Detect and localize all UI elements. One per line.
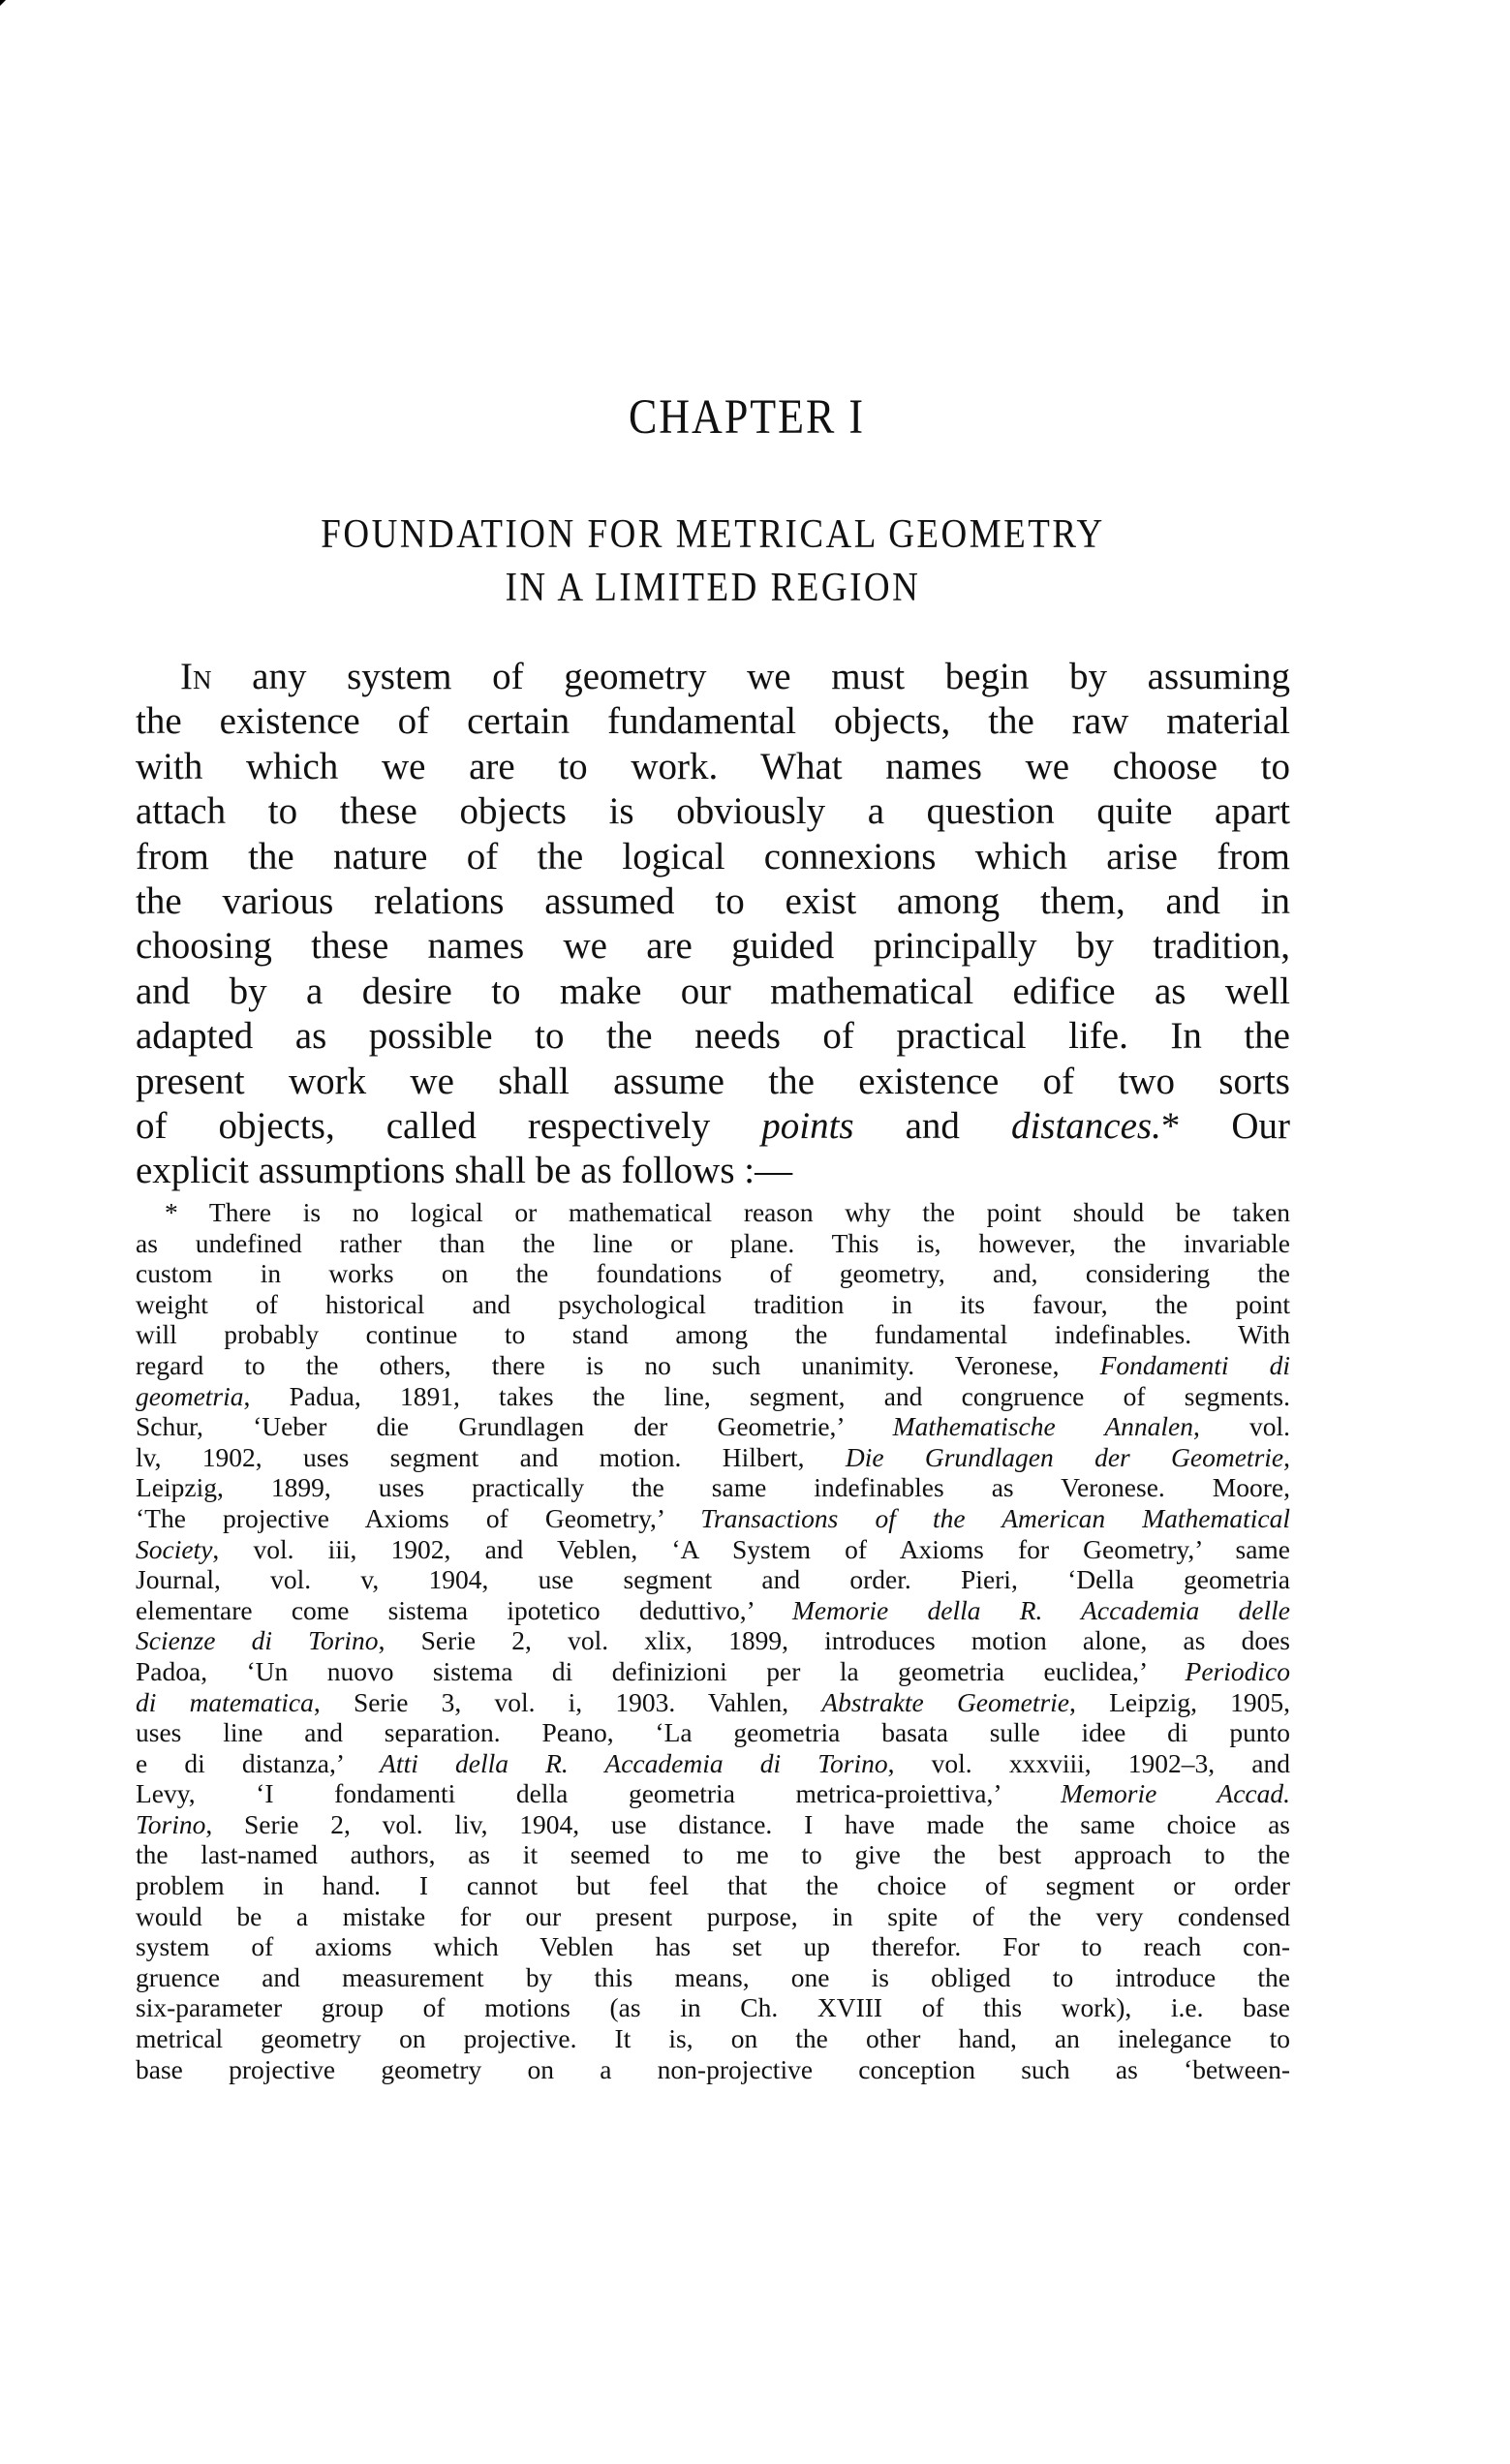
italic-text: Die Grundlagen der Geometrie: [845, 1441, 1284, 1472]
text-run: gruence and measurement by this means, one is obliged to introduce the: [136, 1961, 1290, 1992]
text-run: as undefined rather than the line or plane. This is, however, the invariable: [136, 1227, 1290, 1258]
body-line: [136, 970, 1290, 1014]
text-run: and: [853, 1104, 1011, 1147]
text-run: adapted as possible to the needs of practical life. In the: [136, 1015, 1290, 1058]
body-line: [136, 699, 1290, 744]
text-run: with which we are to work. What names we choose to: [136, 745, 1290, 787]
scan-corner-mark: [0, 0, 6, 6]
footnote-line: [136, 1319, 1290, 1350]
body-line: [136, 1104, 1290, 1149]
footnote-line: [136, 1717, 1290, 1748]
body-line: [136, 1060, 1290, 1104]
italic-text: Abstrakte Geometrie: [821, 1686, 1070, 1717]
chapter-title: [136, 508, 1290, 615]
footnote-line: [136, 1992, 1290, 2023]
text-run: six-parameter group of motions (as in Ch. XVIII of this work), i.e. base: [136, 1992, 1290, 2023]
text-run: regard to the others, there is no such unanimity. Veronese,: [136, 1349, 1100, 1380]
footnote-line: [136, 1962, 1290, 1993]
text-run: Journal, vol. v, 1904, use segment and order. Pieri, ‘Della geometria: [136, 1564, 1290, 1595]
footnote-line: [136, 1931, 1290, 1962]
italic-text: geometria: [136, 1380, 244, 1411]
footnote-line: [136, 2054, 1290, 2085]
footnote: [136, 1197, 1290, 2084]
text-run: present work we shall assume the existence of two sorts: [136, 1060, 1290, 1102]
chapter-title-line: FOUNDATION FOR METRICAL GEOMETRY: [321, 511, 1105, 558]
footnote-line: [136, 1289, 1290, 1320]
footnote-line: [136, 1472, 1290, 1503]
footnote-line: [136, 1258, 1290, 1289]
footnote-line: [136, 1228, 1290, 1259]
text-run: ,: [1283, 1441, 1290, 1472]
text-run: the various relations assumed to exist among them, and in: [136, 879, 1290, 922]
text-run: problem in hand. I cannot but feel that the choice of segment or order: [136, 1870, 1290, 1901]
text-run: and by a desire to make our mathematical edifice as well: [136, 970, 1290, 1012]
body-line: [136, 924, 1290, 969]
text-run: from the nature of the logical connexions which arise from: [136, 835, 1290, 878]
text-run: Levy, ‘I fondamenti della geometria metrica-proiettiva,’: [136, 1778, 1062, 1809]
footnote-line: [136, 2023, 1290, 2054]
footnote-line: [136, 1809, 1290, 1840]
text-run: the existence of certain fundamental objects, the raw material: [136, 700, 1290, 743]
text-run: e di distanza,’: [136, 1747, 381, 1778]
body-line: [136, 745, 1290, 789]
footnote-line: [136, 1503, 1290, 1534]
italic-text: Society: [136, 1533, 213, 1564]
footnote-line: [136, 1534, 1290, 1565]
text-run: choosing these names we are guided principally by tradition,: [136, 925, 1290, 968]
text-run: custom in works on the foundations of geometry, and, considering the: [136, 1258, 1290, 1289]
chapter-title-line: IN A LIMITED REGION: [505, 565, 921, 611]
italic-text: di matematica: [136, 1686, 314, 1717]
italic-text: points: [761, 1104, 854, 1147]
text-run: ‘The projective Axioms of Geometry,’: [136, 1502, 701, 1533]
text-run: * Our: [1160, 1104, 1291, 1147]
footnote-line: [136, 1197, 1290, 1228]
text-run: would be a mistake for our present purpose, in spite of the very condensed: [136, 1900, 1290, 1931]
text-run: base projective geometry on a non-projective conception such as ‘between-: [136, 2053, 1290, 2084]
body-paragraph: [136, 655, 1290, 1194]
footnote-line: [136, 1656, 1290, 1687]
text-run: , vol.: [1192, 1411, 1290, 1442]
body-line: [136, 835, 1290, 879]
italic-text: Memorie della R. Accademia delle: [791, 1594, 1290, 1625]
footnote-line: [136, 1748, 1290, 1779]
footnote-line: [136, 1778, 1290, 1809]
text-run: any system of geometry we must begin by assuming: [211, 656, 1290, 697]
text-run: , vol. iii, 1902, and Veblen, ‘A System of Axioms for Geometry,’ same: [212, 1533, 1290, 1564]
footnote-line: [136, 1564, 1290, 1595]
italic-text: Memorie Accad.: [1061, 1778, 1291, 1809]
text-run: will probably continue to stand among the fundamental indefinables. With: [136, 1319, 1290, 1350]
text-run: * There is no logical or mathematical reason why the point should be taken: [165, 1197, 1290, 1227]
footnote-line: [136, 1687, 1290, 1718]
text-run: Padoa, ‘Un nuovo sistema di definizioni per la geometria euclidea,’: [136, 1655, 1186, 1686]
footnote-line: [136, 1839, 1290, 1870]
italic-text: Torino: [136, 1808, 206, 1839]
text-run: elementare come sistema ipotetico deduttivo,’: [136, 1594, 792, 1625]
footnote-line: [136, 1901, 1290, 1932]
text-run: , Serie 2, vol. xlix, 1899, introduces motion alone, as does: [378, 1625, 1291, 1656]
italic-text: Atti della R. Accademia di Torino: [380, 1747, 888, 1778]
footnote-line: [136, 1625, 1290, 1656]
text-run: , Serie 2, vol. liv, 1904, use distance. I have made the same choice as: [205, 1808, 1290, 1839]
footnote-line: [136, 1442, 1290, 1473]
footnote-line: [136, 1870, 1290, 1901]
text-run: uses line and separation. Peano, ‘La geometria basata sulle idee di punto: [136, 1717, 1290, 1748]
italic-text: Scienze di Torino: [136, 1625, 379, 1656]
body-line: [136, 879, 1290, 924]
text-run: explicit assumptions shall be as follows :—: [136, 1150, 793, 1192]
chapter-number: CHAPTER I: [628, 389, 866, 445]
footnote-line: [136, 1381, 1290, 1412]
italic-text: Mathematische Annalen: [892, 1411, 1193, 1442]
text-run: metrical geometry on projective. It is, on the other hand, an inelegance to: [136, 2023, 1290, 2054]
italic-text: distances.: [1010, 1104, 1161, 1147]
text-run: , Padua, 1891, takes the line, segment, and congruence of segments.: [243, 1380, 1290, 1411]
text-run: Leipzig, 1899, uses practically the same indefinables as Veronese. Moore,: [136, 1472, 1290, 1503]
text-run: weight of historical and psychological tradition in its favour, the point: [136, 1288, 1290, 1319]
body-line: [136, 1014, 1290, 1059]
text-run: of objects, called respectively: [136, 1104, 762, 1147]
italic-text: Fondamenti di: [1099, 1349, 1290, 1380]
italic-text: Transactions of the American Mathematical: [700, 1502, 1290, 1533]
text-run: system of axioms which Veblen has set up therefor. For to reach con-: [136, 1931, 1290, 1962]
footnote-line: [136, 1411, 1290, 1442]
text-run: attach to these objects is obviously a question quite apart: [136, 790, 1290, 833]
body-line: [136, 789, 1290, 834]
footnote-line: [136, 1350, 1290, 1381]
text-run: , Serie 3, vol. i, 1903. Vahlen,: [313, 1686, 822, 1717]
italic-text: Periodico: [1185, 1655, 1290, 1686]
text-run: Schur, ‘Ueber die Grundlagen der Geometrie,’: [136, 1411, 893, 1442]
text-run: In: [180, 656, 212, 697]
body-line: [136, 655, 1290, 699]
body-line: [136, 1149, 1290, 1193]
text-run: the last-named authors, as it seemed to me to give the best approach to the: [136, 1839, 1290, 1870]
text-run: lv, 1902, uses segment and motion. Hilbert,: [136, 1441, 846, 1472]
footnote-line: [136, 1595, 1290, 1626]
text-run: , Leipzig, 1905,: [1069, 1686, 1291, 1717]
text-run: , vol. xxxviii, 1902–3, and: [887, 1747, 1290, 1778]
